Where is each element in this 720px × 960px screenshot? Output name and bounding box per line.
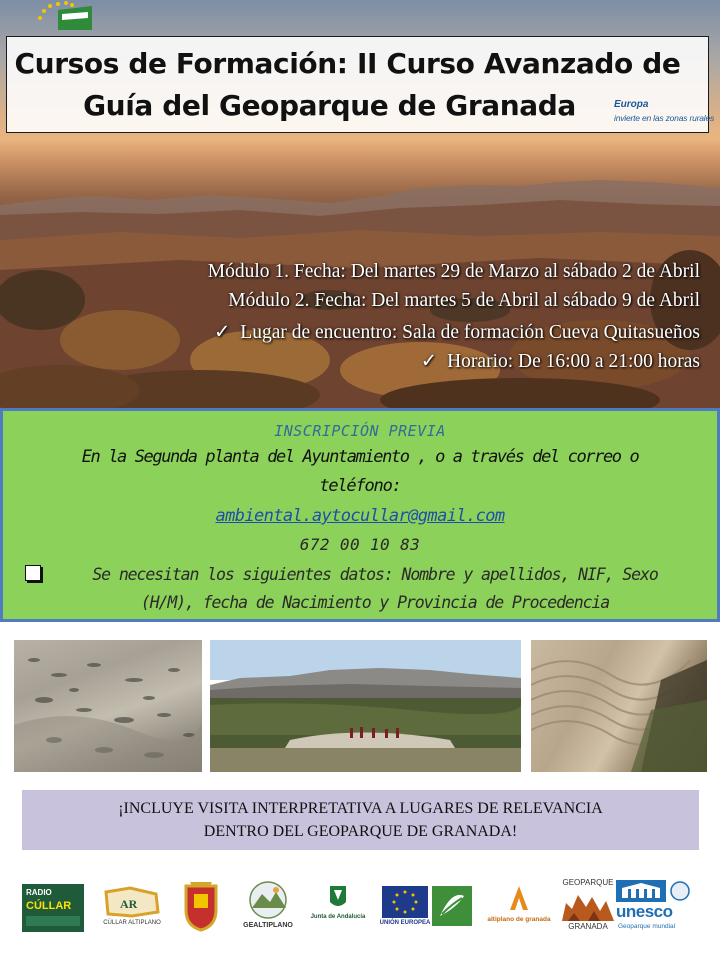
svg-text:AR: AR xyxy=(120,897,138,911)
meeting-location-text: Lugar de encuentro: Sala de formación Cueva Quitasueños xyxy=(240,322,700,343)
requirements-line-2: (H/M), fecha de Nacimiento y Provincia de Procedencia xyxy=(140,593,610,612)
unesco-text: unesco xyxy=(616,902,673,921)
radio-cullar-logo xyxy=(22,884,84,932)
visit-banner-line-2: DENTRO DEL GEOPARQUE DE GRANADA! xyxy=(203,823,518,840)
unesco-temple-icon xyxy=(616,880,696,902)
registration-location-line-2: teléfono: xyxy=(319,476,401,496)
course-hours xyxy=(421,349,700,373)
radio-logo-band xyxy=(26,916,80,926)
eu-flag-icon xyxy=(382,886,428,918)
altiplano-granada-text: altiplano de granada xyxy=(487,916,551,923)
radio-logo-text-2: CÚLLAR xyxy=(26,900,72,912)
meeting-location xyxy=(214,320,700,344)
unesco-logo xyxy=(616,880,696,934)
registration-phone: 672 00 10 83 xyxy=(299,535,421,554)
requirements-line-1: Se necesitan los siguientes datos: Nombre y apellidos, NIF, Sexo xyxy=(92,565,658,584)
junta-text: Junta de Andalucía xyxy=(310,914,366,920)
geoparque-badlands-icon xyxy=(562,889,614,921)
leader-icon xyxy=(432,886,472,926)
registration-panel xyxy=(0,408,720,622)
union-europea-logo xyxy=(379,886,431,930)
eu-logo-tagline: invierte en las zonas rurales xyxy=(614,113,715,123)
module-1-date: Módulo 1. Fecha: Del martes 29 de Marzo al sábado 2 de Abril xyxy=(207,261,700,282)
page-title-line-2: Guía del Geoparque de Granada xyxy=(83,89,576,122)
union-europea-text: UNIÓN EUROPEA xyxy=(379,920,431,926)
check-icon: ✓ xyxy=(420,351,438,372)
folded-rock-photo xyxy=(531,640,707,772)
eu-andalucia-stars-icon xyxy=(0,0,96,48)
cullar-altiplano-text: CÚLLAR ALTIPLANO xyxy=(103,920,161,926)
altiplano-granada-logo xyxy=(488,882,550,932)
course-hours-text: Horario: De 16:00 a 21:00 horas xyxy=(447,351,700,372)
cullar-altiplano-logo xyxy=(100,884,164,932)
junta-shield-icon xyxy=(308,882,368,912)
registration-title: INSCRIPCIÓN PREVIA xyxy=(274,422,446,440)
badlands-group-photo xyxy=(210,640,521,772)
title-box xyxy=(6,36,709,133)
geoparque-granada-logo xyxy=(560,878,616,934)
eroded-rock-photo xyxy=(14,640,202,772)
altiplano-a-icon xyxy=(488,882,550,914)
registration-email-link[interactable]: ambiental.aytocullar@gmail.com xyxy=(215,506,505,526)
registration-location-line-1: En la Segunda planta del Ayuntamiento , o a través del correo o xyxy=(81,447,639,467)
radio-logo-text-1: RADIO xyxy=(26,888,52,897)
geoparque-top-text: GEOPARQUE xyxy=(562,878,614,887)
coat-of-arms-icon xyxy=(180,880,222,932)
module-2-date: Módulo 2. Fecha: Del martes 5 de Abril al sábado 9 de Abril xyxy=(228,290,700,311)
visit-banner-line-1: ¡INCLUYE VISITA INTERPRETATIVA A LUGARES DE RELEVANCIA xyxy=(118,800,603,817)
hero-landscape xyxy=(0,0,720,408)
check-icon: ✓ xyxy=(213,322,231,343)
gealtiplano-text: GEALTIPLANO xyxy=(243,922,293,929)
geoparque-bottom-text: GRANADA xyxy=(568,922,608,931)
gealtiplano-logo xyxy=(244,880,292,934)
page-title-line-1: Cursos de Formación: II Curso Avanzado de xyxy=(14,47,681,80)
cullar-map-icon xyxy=(100,884,164,920)
visit-banner xyxy=(22,790,699,850)
eu-logo-word: Europa xyxy=(614,99,649,110)
unesco-subtitle: Geoparque mundial xyxy=(618,923,676,930)
gealtiplano-mountain-icon xyxy=(244,880,292,920)
junta-andalucia-logo xyxy=(308,882,368,932)
